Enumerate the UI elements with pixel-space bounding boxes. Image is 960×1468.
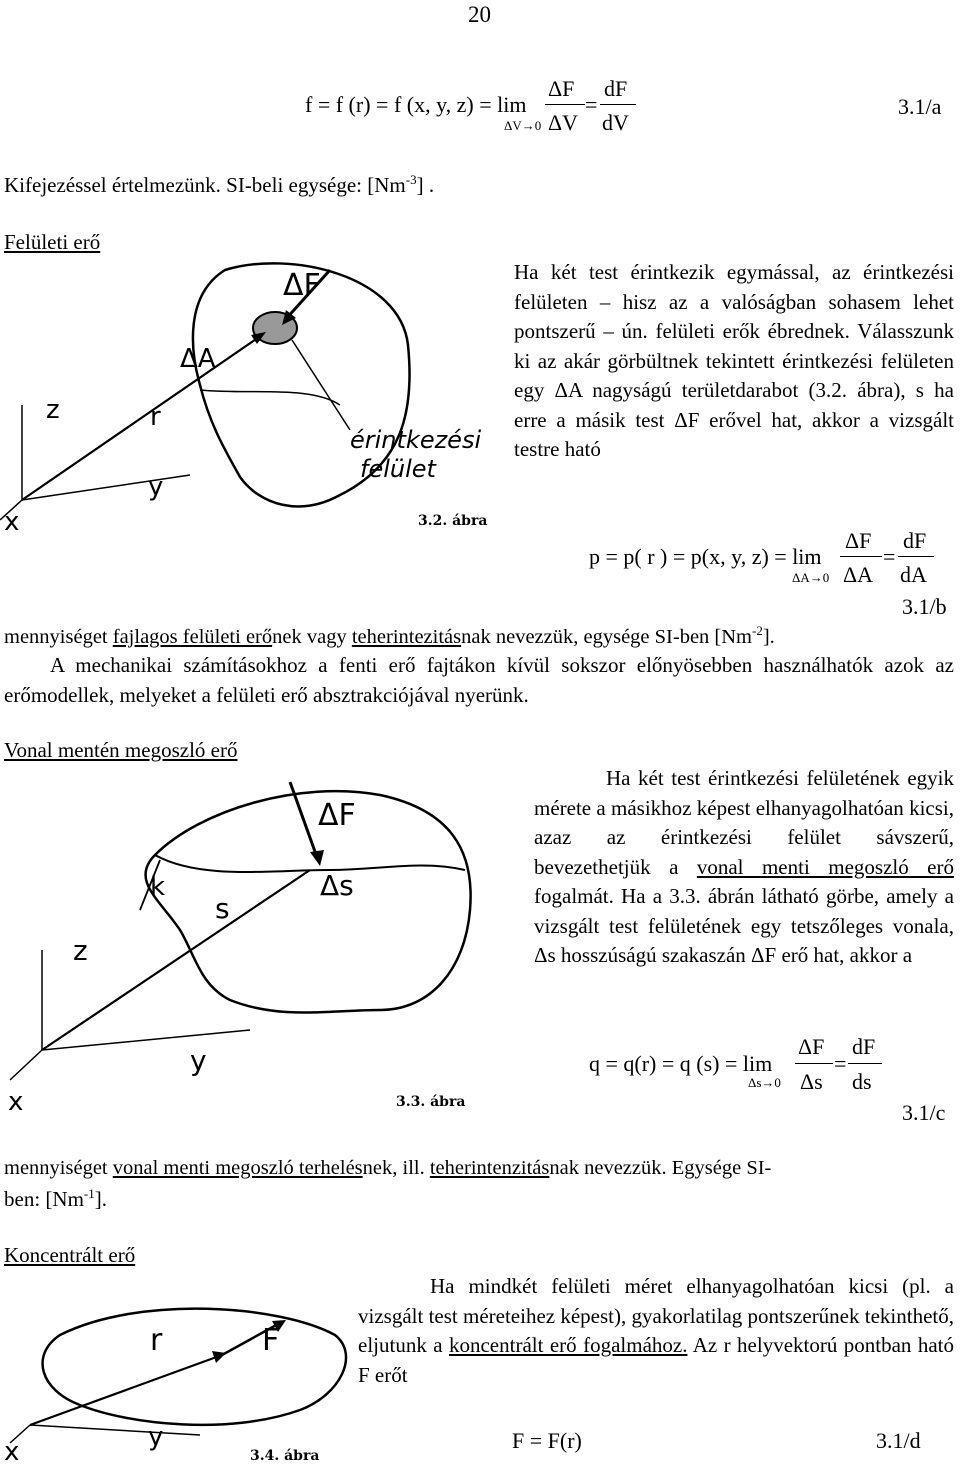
label-x: x — [4, 1437, 20, 1465]
line-unit-line — [4, 1186, 107, 1212]
term-line-load: vonal menti megoszló terhelés — [112, 1157, 363, 1179]
body-outline — [145, 791, 470, 1012]
leader-line — [292, 340, 350, 430]
equation-den2: ds — [852, 1069, 872, 1094]
equation-lhs: q = q(r) = q (s) = lim — [589, 1051, 773, 1076]
text: ]. — [94, 1187, 107, 1211]
text: Ha mindkét felületi méret elhanyagolhatóan kicsi (pl. a vizsgált test méreteihez képest), gyakorlatilag pontszerűnek tekinthető, eljutunk a — [358, 1274, 954, 1357]
section-heading-concentrated-force: Koncentrált erő — [4, 1243, 136, 1267]
label-contact: érintkezési — [350, 426, 482, 454]
si-text: Kifejezéssel értelmezünk. SI-beli egysége: [Nm — [4, 173, 406, 197]
fraction-line — [600, 104, 636, 105]
label-y: y — [148, 1422, 164, 1452]
equation-limit-sub: Δs→0 — [748, 1075, 781, 1090]
si-unit-line — [4, 172, 434, 198]
equation-num1: ΔF — [845, 528, 872, 553]
body-outline — [43, 1309, 346, 1425]
figure-3-3 — [0, 770, 500, 1115]
text: nek, ill. — [362, 1157, 430, 1179]
equation-lhs: f = f (r) = f (x, y, z) = lim — [305, 92, 527, 117]
equation-num2: dF — [604, 76, 628, 101]
fraction-line — [898, 556, 934, 557]
term-line-force: vonal menti megoszló erő — [696, 854, 954, 879]
label-ds: Δs — [320, 869, 354, 902]
label-x: x — [8, 1087, 24, 1115]
text: Az r helyvektorú pontban ható F erőt — [358, 1333, 954, 1387]
text: ben: [Nm — [4, 1187, 84, 1211]
si-text-end: ] . — [416, 173, 435, 197]
exponent: -2 — [752, 623, 763, 638]
term-load-intensity: teherintenzitás — [429, 1157, 550, 1179]
term-load-intensity: teherintezitás — [351, 625, 462, 648]
section-heading-line-force: Vonal mentén megoszló erő — [4, 738, 238, 762]
axis-y — [22, 475, 190, 500]
equation-limit-sub: ΔA→0 — [792, 570, 830, 585]
equation-den1: Δs — [800, 1069, 823, 1094]
label-dA: ΔA — [180, 344, 216, 374]
label-r: r — [150, 1323, 163, 1358]
text: mennyiséget — [4, 625, 113, 648]
equation-label: 3.1/d — [876, 1428, 921, 1453]
equation-lhs: p = p( r ) = p(x, y, z) = lim — [589, 544, 822, 569]
force-model-paragraph: A mechanikai számításokhoz a fenti erő fajtákon kívül sokszor előnyösebben használhatók azok az erőmodellek, melyeket a felületi erő absztrakciójával nyerünk. — [4, 653, 954, 707]
equation-den2: dA — [900, 562, 927, 587]
label-dF: ΔF — [318, 798, 356, 833]
label-x: x — [4, 507, 20, 530]
line-force-text — [534, 764, 954, 971]
figure-3-4 — [0, 1295, 360, 1465]
line-intensity-line — [4, 1157, 771, 1180]
loaded-curve — [155, 855, 465, 872]
equation-den1: ΔV — [548, 110, 579, 135]
label-y: y — [148, 472, 164, 502]
fraction-line — [545, 104, 585, 105]
figure-3-2 — [0, 255, 500, 530]
text: nek vagy — [272, 625, 352, 648]
label-dF: ΔF — [283, 268, 321, 303]
label-z: z — [46, 395, 60, 425]
exponent: -1 — [83, 1186, 95, 1201]
page-number: 20 — [468, 2, 491, 27]
equation-num2: dF — [852, 1034, 876, 1059]
label-r: r — [150, 402, 161, 432]
axis-y — [30, 1425, 200, 1435]
equation-label: 3.1/a — [898, 94, 942, 119]
position-vector — [30, 1355, 222, 1425]
label-surface: felület — [360, 455, 436, 483]
label-k: k — [150, 872, 166, 902]
text: Ha két test érintkezési felületének egyik mérete a másikhoz képest elhanyagolhatóan kicsi, azaz az érintkezési felület sávszerű, bevezethetjük a — [534, 766, 954, 879]
equals-sign: = — [883, 544, 896, 569]
equation-den2: dV — [602, 110, 629, 135]
equation-3-1d: F = F(r) — [512, 1428, 582, 1453]
equation-num1: ΔF — [798, 1034, 825, 1059]
force-arrowhead — [310, 850, 324, 866]
text: mennyiséget — [4, 1157, 113, 1179]
label-F: F — [262, 1323, 280, 1358]
concentrated-force-text — [358, 1272, 954, 1390]
text: ]. — [762, 625, 775, 648]
equation-label: 3.1/b — [902, 594, 947, 619]
section-heading-surface-force: Felületi erő — [4, 230, 101, 254]
axis-y — [42, 1030, 250, 1050]
term-concentrated-force: koncentrált erő fogalmához. — [448, 1333, 688, 1357]
si-exponent: -3 — [405, 172, 417, 187]
equation-label: 3.1/c — [902, 1100, 946, 1125]
contact-surface-outline — [200, 390, 340, 405]
equation-limit-sub: ΔV→0 — [504, 118, 542, 133]
equation-num2: dF — [903, 528, 927, 553]
label-s: s — [215, 892, 230, 925]
equals-sign: = — [585, 92, 598, 117]
equation-den1: ΔA — [843, 562, 874, 587]
axis-x — [10, 1050, 42, 1080]
label-y: y — [190, 1044, 207, 1077]
text: nak nevezzük, egysége SI-ben [Nm — [461, 625, 752, 648]
term-surface-force: fajlagos felületi erő — [112, 625, 273, 648]
equals-sign: = — [834, 1051, 847, 1076]
label-z: z — [73, 934, 88, 967]
text: fogalmát. Ha a 3.3. ábrán látható görbe, amely a vizsgált test felületének egy tetszőleges vonala, Δs hosszúságú szakaszán ΔF erő hat, akkor a — [534, 884, 954, 967]
surface-force-text: Ha két test érintkezik egymással, az érintkezési felületen – hisz az a valóságban sohasem lehet pontszerű – ún. felületi erők ébrednek. Válasszunk ki az akár görbültnek tekintett érintkezési felületen egy ΔA nagyságú területdarabot (3.2. ábra), s ha erre a másik test ΔF erővel hat, akkor a vizsgált testre ható — [514, 260, 954, 461]
figure-caption: 3.4. ábra — [250, 1448, 320, 1464]
fraction-line — [840, 556, 882, 557]
surface-intensity-line — [4, 623, 775, 649]
figure-caption: 3.2. ábra — [418, 513, 488, 529]
figure-caption: 3.3. ábra — [396, 1094, 466, 1110]
text: nak nevezzük. Egysége SI- — [549, 1157, 772, 1179]
fraction-line — [848, 1063, 882, 1064]
fraction-line — [795, 1063, 833, 1064]
equation-num1: ΔF — [548, 76, 575, 101]
